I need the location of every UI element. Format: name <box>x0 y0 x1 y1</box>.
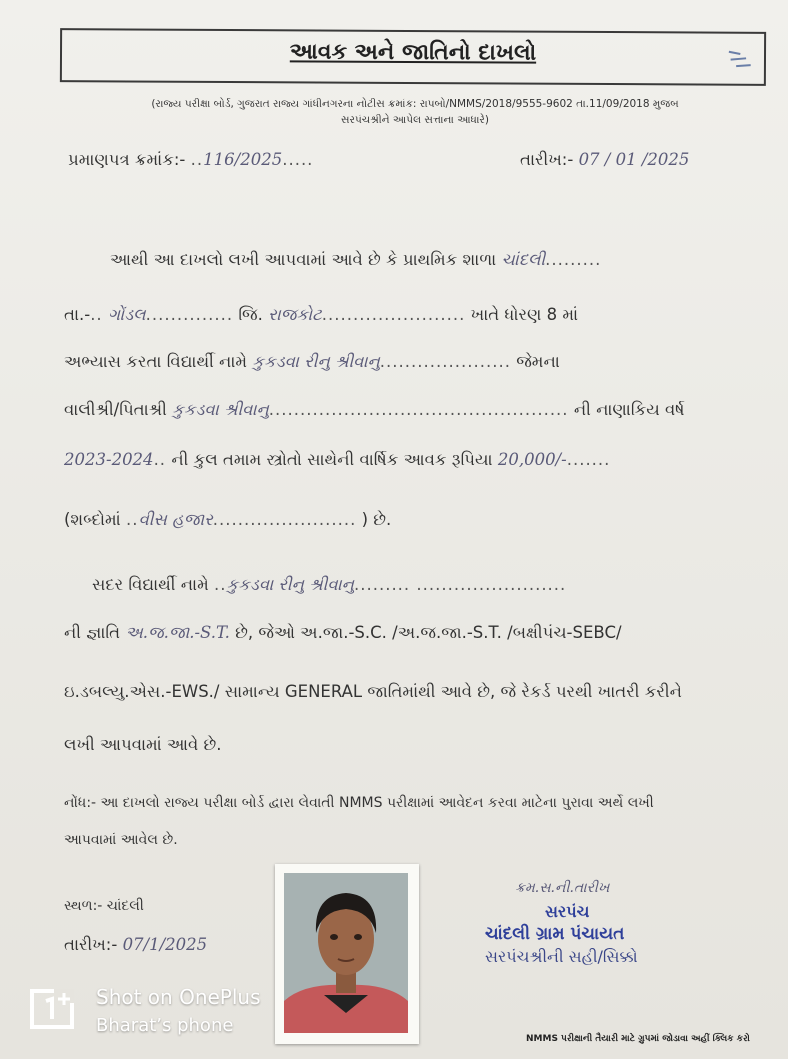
district-label: જિ. <box>238 305 263 324</box>
guardian-label: વાલીશ્રી/પિતાશ્રી <box>64 400 167 419</box>
para2-line-3: ઇ.ડબલ્યુ.એસ.-EWS./ સામાન્ય GENERAL જાતિમાંથી આવે છે, જે રેકર્ડ પરથી ખાતરી કરીને <box>64 682 682 701</box>
para1-line-6: (શબ્દોમાં ..વીસ હજાર....................... ) છે. <box>64 510 392 529</box>
student-photo-image <box>284 873 408 1033</box>
para1-line6-suffix: ) છે. <box>361 510 392 529</box>
caste-label: ની જ્ઞાતિ <box>64 623 121 642</box>
title-box <box>60 28 766 86</box>
financial-year: 2023-2024 <box>64 450 154 469</box>
certificate-number-label: પ્રમાણપત્ર ક્રમાંક:- <box>68 150 186 169</box>
para1-line4-suffix: ની નાણાકિય વર્ષ <box>573 400 685 419</box>
signature-handwriting: ક્રમ.સ.ની.તારીખ <box>515 880 610 896</box>
para2-line-2 <box>64 623 622 643</box>
para1-line-4: વાલીશ્રી/પિતાશ્રી કુકડવા શ્રીવાનુ................................................ ની નાણાકિય વર્ષ <box>64 400 685 419</box>
footer-note: NMMS પરીક્ષાની તૈયારી માટે ગ્રુપમાં જોડાવા અહીં ક્લિક કરો <box>526 1034 750 1044</box>
para1-line-1: આથી આ દાખલો લખી આપવામાં આવે છે કે પ્રાથમિક શાળા ચાંદલી......... <box>110 250 602 269</box>
certificate-number-value: 116/2025 <box>203 150 283 169</box>
para2-line-4: લખી આપવામાં આવે છે. <box>64 735 222 754</box>
date-label: તારીખ:- <box>520 150 574 169</box>
date-row <box>520 150 689 170</box>
taluka-label: તા.- <box>64 305 91 324</box>
district-value: રાજકોટ <box>268 305 322 324</box>
document-title: આવક અને જાતિનો દાખલો <box>289 39 537 66</box>
student-name-1: કુકડવા રીનુ શ્રીવાનુ <box>252 352 380 371</box>
para1-line3-text: અભ્યાસ કરતા વિદ્યાર્થી નામે <box>64 352 248 371</box>
school-name: ચાંદલી <box>501 250 546 269</box>
watermark-line-2: Bharat’s phone <box>96 1015 234 1036</box>
oneplus-logo-icon <box>30 989 74 1029</box>
subtitle-line-2: સરપંચશ્રીને આપેલ સત્તાના આધારે) <box>341 114 489 126</box>
note-line-1: નોંધ:- આ દાખલો રાજ્ય પરીક્ષા બોર્ડ દ્વારા લેવાતી NMMS પરીક્ષામાં આવેદન કરવા માટેના પુરાવા અર્થે લખી <box>64 795 654 811</box>
para1-line3-suffix: જેમના <box>516 352 560 371</box>
para1-line-5: 2023-2024.. ની કુલ તમામ સ્ત્રોતો સાથેની વાર્ષિક આવક રૂપિયા 20,000/-....... <box>64 450 611 469</box>
stamp-title: સરપંચ <box>545 902 590 921</box>
stamp-line-2: સરપંચશ્રીની સહી/સિક્કો <box>485 947 638 966</box>
caste-value: અ.જ.જા.-S.T. <box>125 623 230 642</box>
certificate-number-row: પ્રમાણપત્ર ક્રમાંક:- ..116/2025..... <box>68 150 314 169</box>
para1-line2-suffix: ખાતે ધોરણ 8 માં <box>470 305 579 324</box>
amount-words-label: (શબ્દોમાં <box>64 510 121 529</box>
place-row: સ્થળ:- ચાંદલી <box>64 898 144 914</box>
taluka-value: ગોંડલ <box>107 305 146 324</box>
amount-words: વીસ હજાર <box>138 510 213 529</box>
watermark-line-1: Shot on OnePlus <box>96 985 261 1009</box>
date-value: 07 / 01 /2025 <box>578 150 690 169</box>
para1-line5-text: ની કુલ તમામ સ્ત્રોતો સાથેની વાર્ષિક આવક રૂપિયા <box>171 450 493 469</box>
bottom-date-label: તારીખ:- <box>64 935 118 954</box>
para1-line-2: તા.-.. ગોંડલ.............. જિ. રાજકોટ....................... ખાતે ધોરણ 8 માં <box>64 305 579 324</box>
para2-line-1: સદર વિદ્યાર્થી નામે ..કુકડવા રીનુ શ્રીવાનુ......... ........................ <box>92 575 567 594</box>
student-photo <box>275 864 419 1044</box>
subtitle-line-1: (રાજ્ય પરીક્ષા બોર્ડ, ગુજરાત રાજ્ય ગાંધીનગરના નોટીસ ક્રમાંક: રાપબો/NMMS/2018/9555-9602 તા.11/09/2018 મુજબ <box>151 98 679 110</box>
bottom-date-value: 07/1/2025 <box>122 935 208 954</box>
stamp-line-1: ચાંદલી ગ્રામ પંચાયત <box>485 924 625 944</box>
bottom-date-row <box>64 935 207 955</box>
para2-line1-text: સદર વિદ્યાર્થી નામે <box>92 575 209 594</box>
guardian-name: કુકડવા શ્રીવાનુ <box>172 400 269 419</box>
student-name-2: કુકડવા રીનુ શ્રીવાનુ <box>226 575 354 594</box>
para1-line1-text: આથી આ દાખલો લખી આપવામાં આવે છે કે પ્રાથમિક શાળા <box>110 250 497 269</box>
para2-line2-suffix: છે, જેઓ અ.જા.-S.C. /અ.જ.જા.-S.T. /બક્ષીપંચ-SEBC/ <box>235 623 622 642</box>
income-amount: 20,000/- <box>497 450 567 469</box>
note-line-2: આપવામાં આવેલ છે. <box>64 832 178 848</box>
para1-line-3: અભ્યાસ કરતા વિદ્યાર્થી નામે કુકડવા રીનુ શ્રીવાનુ..................... જેમના <box>64 352 560 371</box>
